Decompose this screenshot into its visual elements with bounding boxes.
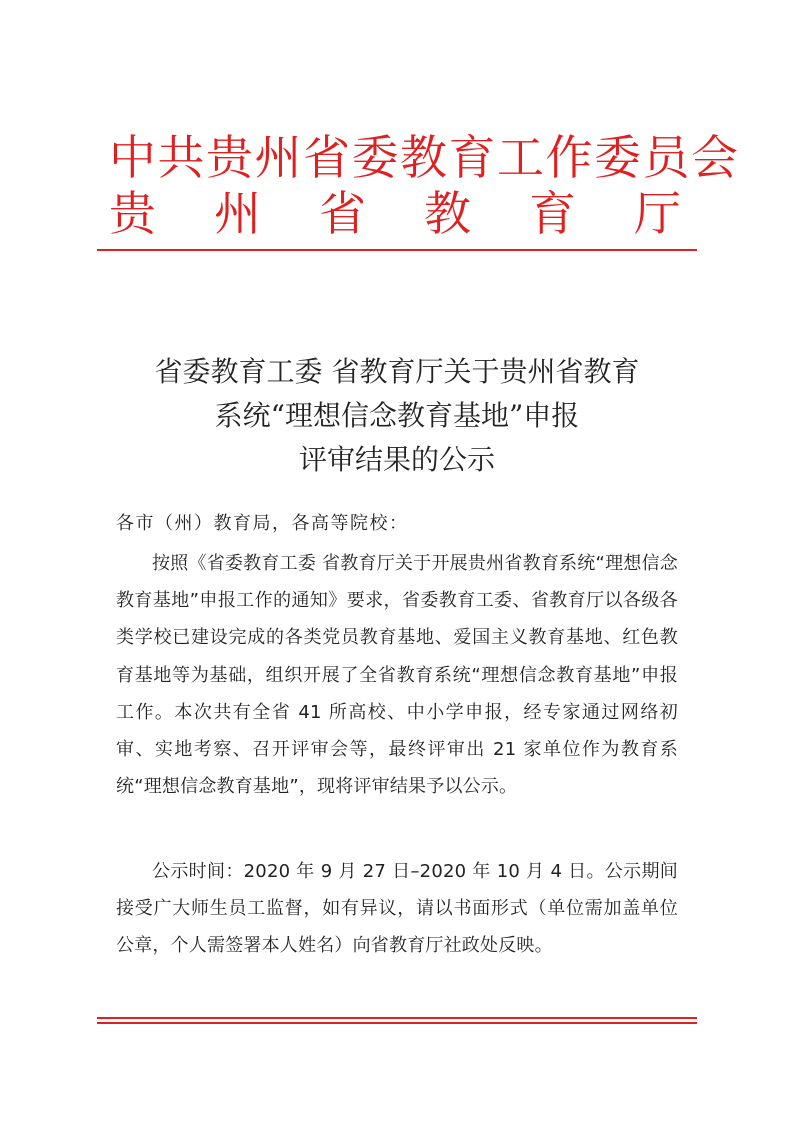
body-paragraph-1: 按照《省委教育工委 省教育厅关于开展贵州省教育系统“理想信念教育基地”申报工作的通知》要求，省委教育工委、省教育厅以各级各类学校已建设完成的各类党员教育基地、爱国主义教育基地、红色教育基地等为基础，组织开展了全省教育系统“理想信念教育基地”申报工作。本次共有全省 41 所高校、中小学申报，经专家通过网络初审、实地考察、召开评审会等，最终评审出 21 家单位作为教育系统“理想信念教育基地”，现将评审结果予以公示。 <box>116 553 678 798</box>
issuer-name-line2 <box>109 187 681 243</box>
salutation: 各市（州）教育局，各高等院校： <box>116 513 409 534</box>
issuer-name-line1: 中共贵州省委教育工作委员会 <box>109 131 740 186</box>
title-line-1: 省委教育工委 省教育厅关于贵州省教育 <box>154 355 640 388</box>
document-title <box>97 350 697 482</box>
issuer-char: 厅 <box>634 187 681 242</box>
issuer-char: 育 <box>529 187 576 242</box>
title-line-2: 系统“理想信念教育基地”申报 <box>214 399 580 432</box>
issuer-char: 省 <box>319 187 366 242</box>
title-line-3: 评审结果的公示 <box>298 443 495 476</box>
issuer-char: 教 <box>424 187 471 242</box>
body-paragraph-2: 公示时间：2020 年 9 月 27 日–2020 年 10 月 4 日。公示期间接受广大师生员工监督，如有异议，请以书面形式（单位需加盖单位公章，个人需签署本人姓名）向省教育厅社政处反映。 <box>116 861 678 957</box>
issuer-char: 贵 <box>109 187 156 242</box>
footer-red-divider-1 <box>97 1017 697 1019</box>
issuer-char: 州 <box>214 187 261 242</box>
footer-red-divider-2 <box>97 1022 697 1024</box>
header-red-divider <box>97 249 697 251</box>
